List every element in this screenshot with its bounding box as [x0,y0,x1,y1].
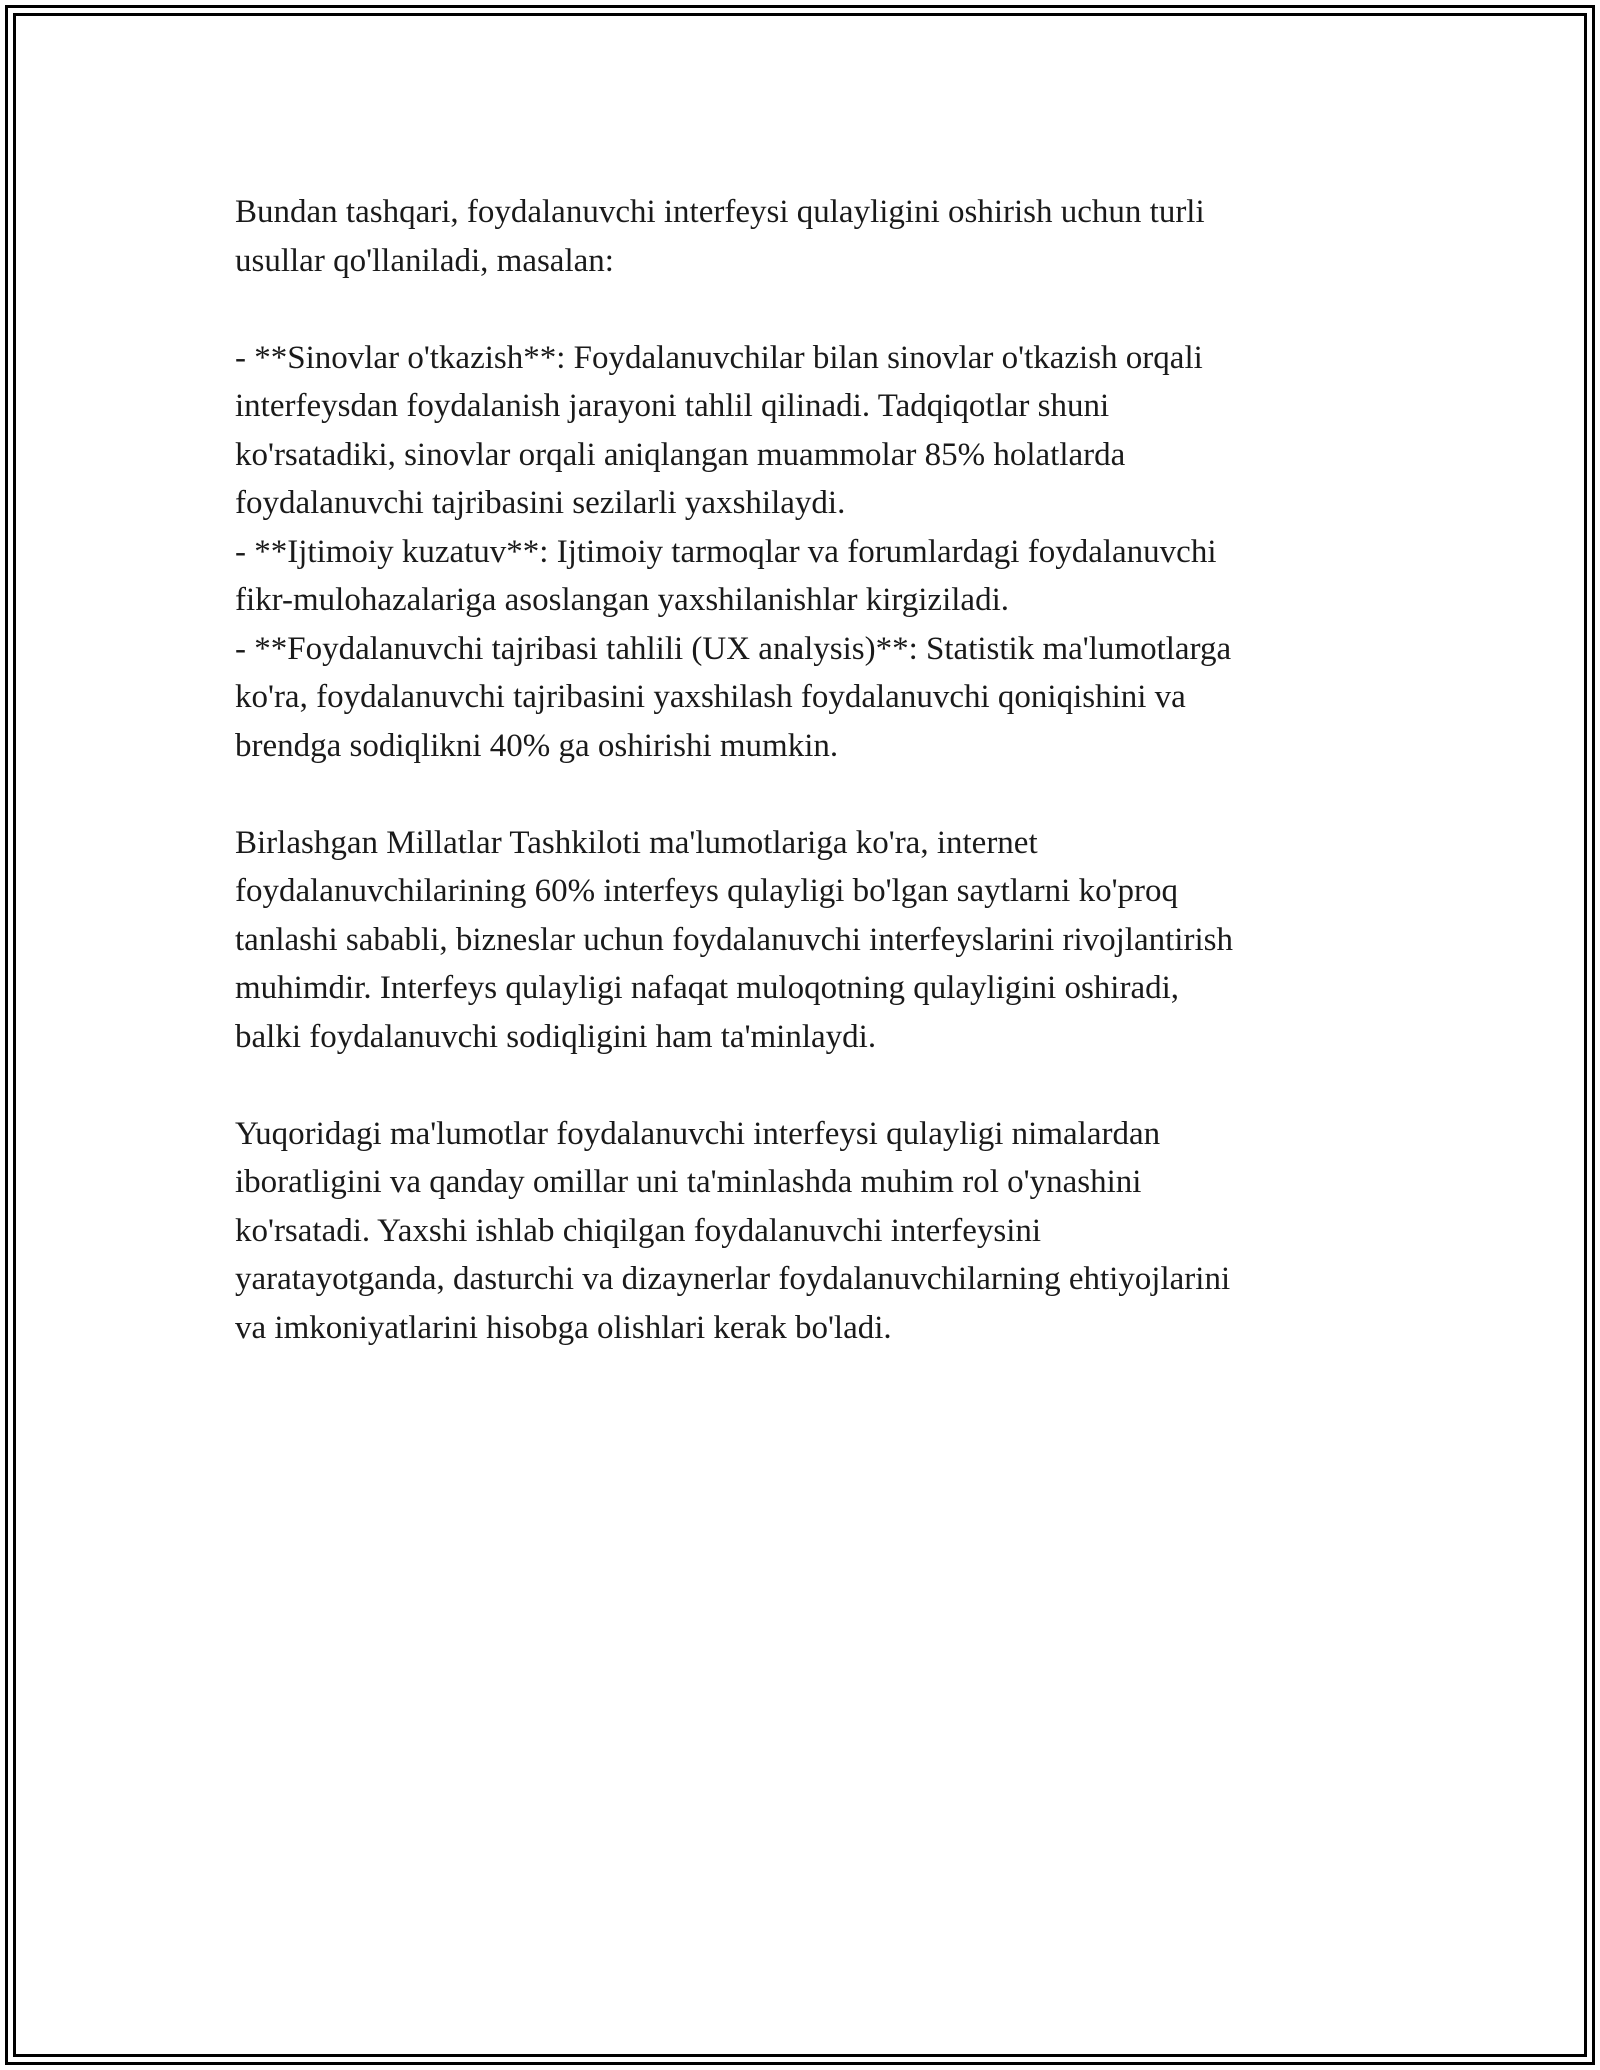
text-line: Bundan tashqari, foydalanuvchi interfeysi qulayligini oshirish uchun turli [235,194,1205,230]
text-line: va imkoniyatlarini hisobga olishlari kerak bo'ladi. [235,1309,892,1346]
list-item-line: - **Foydalanuvchi tajribasi tahlili (UX analysis)**: Statistik ma'lumotlarga [235,630,1232,667]
list-item-line: interfeysdan foydalanish jarayoni tahlil qilinadi. Tadqiqotlar shuni [235,388,1110,424]
paragraph-conclusion [235,1110,1365,1353]
text-line: yaratayotganda, dasturchi va dizaynerlar foydalanuvchilarning ehtiyojlarini [235,1261,1231,1297]
list-item-line: fikr-mulohazalariga asoslangan yaxshilanishlar kirgiziladi. [235,582,1009,618]
list-item-line: ko'rsatadiki, sinovlar orqali aniqlangan muammolar 85% holatlarda [235,436,1126,473]
paragraph-methods-list [235,334,1365,771]
list-item-line: ko'ra, foydalanuvchi tajribasini yaxshilash foydalanuvchi qoniqishini va [235,679,1186,715]
text-line: tanlashi sababli, bizneslar uchun foydalanuvchi interfeyslarini rivojlantirish [235,921,1233,958]
text-line: foydalanuvchilarining 60% interfeys qulayligi bo'lgan saytlarni ko'proq [235,873,1178,909]
text-line: ko'rsatadi. Yaxshi ishlab chiqilgan foydalanuvchi interfeysini [235,1212,1042,1249]
list-item-line: - **Ijtimoiy kuzatuv**: Ijtimoiy tarmoqlar va forumlardagi foydalanuvchi [235,533,1217,570]
document-body [235,188,1365,1401]
paragraph-un-data [235,819,1365,1062]
text-line: muhimdir. Interfeys qulayligi nafaqat muloqotning qulayligini oshiradi, [235,970,1180,1006]
text-line: usullar qo'llaniladi, masalan: [235,242,614,279]
text-line: Birlashgan Millatlar Tashkiloti ma'lumotlariga ko'ra, internet [235,824,1038,861]
list-item-line: - **Sinovlar o'tkazish**: Foydalanuvchilar bilan sinovlar o'tkazish orqali [235,339,1203,376]
paragraph-intro [235,188,1365,285]
text-line: Yuqoridagi ma'lumotlar foydalanuvchi interfeysi qulayligi nimalardan [235,1115,1161,1152]
list-item-line: foydalanuvchi tajribasini sezilarli yaxshilaydi. [235,485,846,521]
list-item-line: brendga sodiqlikni 40% ga oshirishi mumkin. [235,727,839,764]
text-line: balki foydalanuvchi sodiqligini ham ta'minlaydi. [235,1018,877,1055]
text-line: iboratligini va qanday omillar uni ta'minlashda muhim rol o'ynashini [235,1164,1142,1200]
